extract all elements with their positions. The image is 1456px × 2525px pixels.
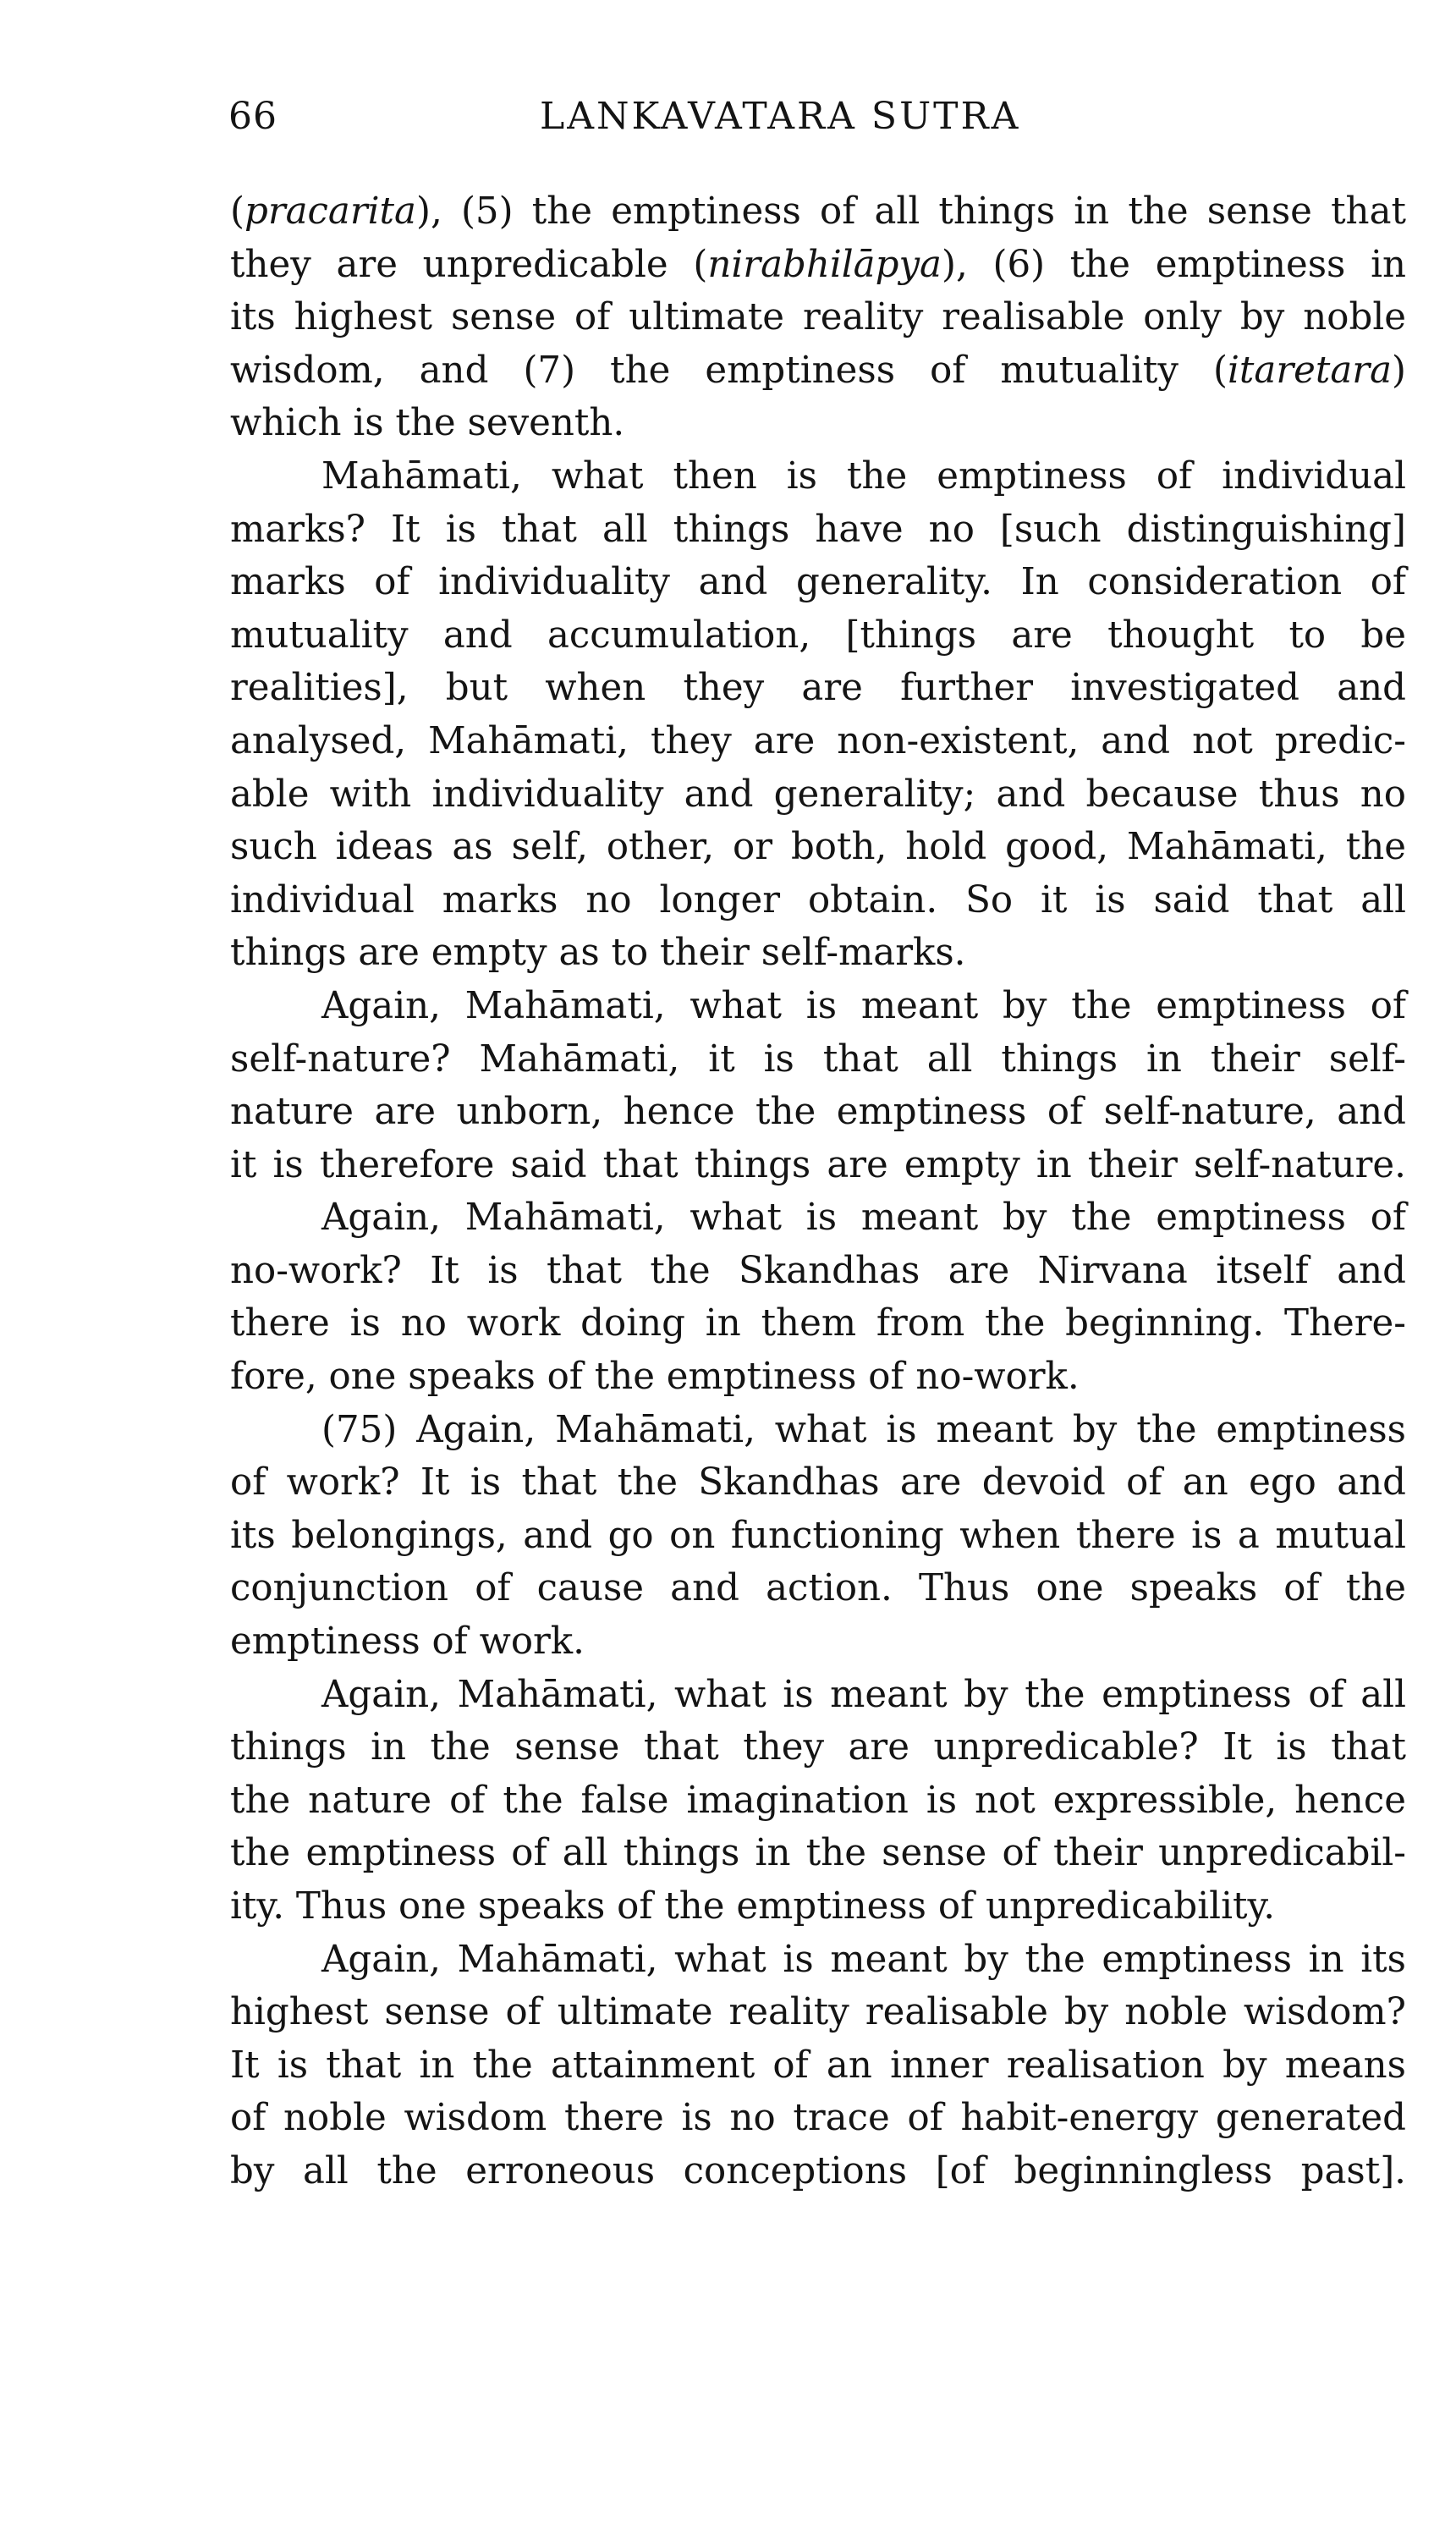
- text-line: nature are unborn, hence the emptiness of self-nature, and: [230, 1091, 1406, 1134]
- text-line: there is no work doing in them from the beginning. There-: [230, 1302, 1406, 1345]
- text-line: realities], but when they are further investigated and: [230, 667, 1406, 710]
- text-line: fore, one speaks of the emptiness of no-work.: [230, 1356, 1080, 1399]
- text-line: emptiness of work.: [230, 1620, 585, 1664]
- text-line: by all the erroneous conceptions [of beginningless past].: [230, 2149, 1406, 2192]
- text-line: self-nature? Mahāmati, it is that all things in their self-: [230, 1037, 1406, 1081]
- text-line: of noble wisdom there is no trace of habit-energy generated: [230, 2097, 1406, 2140]
- text-line: analysed, Mahāmati, they are non-existent, and not predic-: [230, 719, 1406, 762]
- text-line: things are empty as to their self-marks.: [230, 932, 966, 975]
- text-line: mutuality and accumulation, [things are thought to be: [230, 613, 1406, 657]
- text-line: (pracarita), (5) the emptiness of all things in the sense that: [230, 190, 1406, 233]
- text-line: of work? It is that the Skandhas are devoid of an ego and: [230, 1461, 1406, 1505]
- body-text: [230, 185, 1406, 2198]
- text-line: ity. Thus one speaks of the emptiness of unpredicability.: [230, 1885, 1276, 1928]
- running-header: [228, 95, 1413, 146]
- text-line: marks? It is that all things have no [such distinguishing]: [230, 508, 1406, 551]
- text-line: able with individuality and generality; and because thus no: [230, 773, 1406, 816]
- text-line: Again, Mahāmati, what is meant by the emptiness in its: [321, 1938, 1406, 1981]
- text-line: its belongings, and go on functioning when there is a mutual: [230, 1514, 1406, 1557]
- text-line: wisdom, and (7) the emptiness of mutuality (itaretara): [230, 349, 1406, 392]
- text-line: highest sense of ultimate reality realisable by noble wisdom?: [230, 1991, 1406, 2034]
- sanskrit-term: nirabhilāpya: [707, 243, 942, 286]
- text-line: conjunction of cause and action. Thus one speaks of the: [230, 1567, 1406, 1610]
- text-line: Again, Mahāmati, what is meant by the emptiness of: [321, 984, 1406, 1027]
- text-line: Again, Mahāmati, what is meant by the emptiness of: [321, 1196, 1406, 1240]
- text-line: such ideas as self, other, or both, hold good, Mahāmati, the: [230, 826, 1406, 869]
- text-line: they are unpredicable (nirabhilāpya), (6) the emptiness in: [230, 243, 1407, 286]
- text-line: the emptiness of all things in the sense of their unpredicabil-: [230, 1832, 1406, 1875]
- text-line: marks of individuality and generality. In consideration of: [230, 561, 1406, 604]
- running-title: LANKAVATARA SUTRA: [540, 95, 1021, 138]
- sanskrit-term: pracarita: [244, 190, 416, 233]
- text-line: individual marks no longer obtain. So it is said that all: [230, 878, 1406, 921]
- text-line: Mahāmati, what then is the emptiness of individual: [321, 454, 1406, 498]
- text-line: its highest sense of ultimate reality realisable only by noble: [230, 296, 1406, 339]
- text-line: it is therefore said that things are empty in their self-nature.: [230, 1143, 1406, 1186]
- text-line: the nature of the false imagination is not expressible, hence: [230, 1779, 1406, 1822]
- text-line: which is the seventh.: [230, 402, 625, 445]
- text-line: (75) Again, Mahāmati, what is meant by the emptiness: [321, 1408, 1406, 1451]
- text-line: no-work? It is that the Skandhas are Nirvana itself and: [230, 1249, 1406, 1292]
- text-line: things in the sense that they are unpredicable? It is that: [230, 1726, 1406, 1769]
- page-number: 66: [228, 95, 277, 138]
- text-line: Again, Mahāmati, what is meant by the emptiness of all: [321, 1673, 1406, 1716]
- text-line: It is that in the attainment of an inner realisation by means: [230, 2044, 1406, 2087]
- sanskrit-term: itaretara: [1228, 349, 1393, 392]
